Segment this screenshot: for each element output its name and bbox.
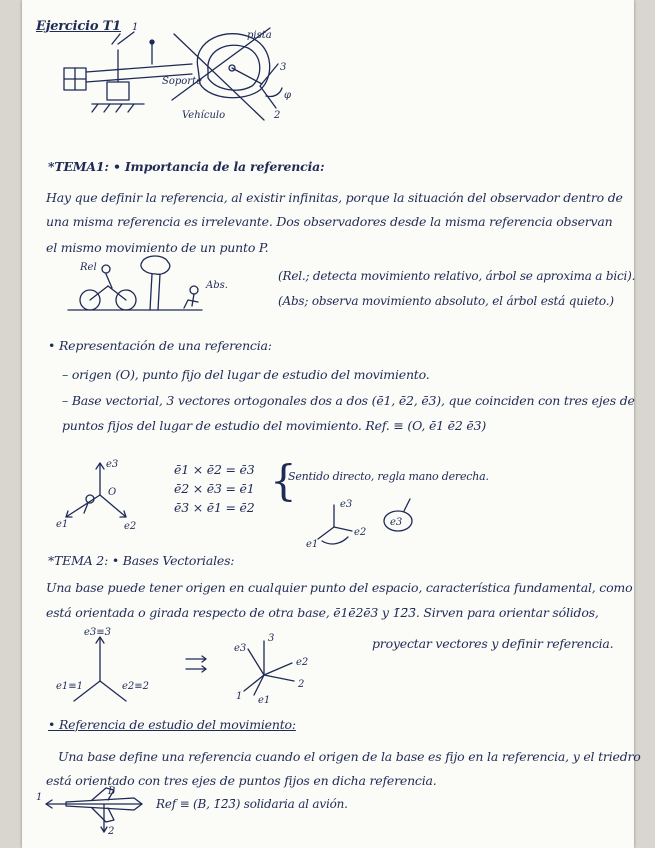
right-axis-e1-label: e1 [258,695,271,706]
observer-figure [22,250,634,320]
mechanism-figure [22,0,634,130]
axis-3-label: 3 [280,62,287,73]
abs-observer-label: Abs. [206,280,228,291]
circled-e3-label: e3 [390,517,403,528]
abs-note: (Abs; observa movimiento absoluto, el árbol está quieto.) [278,294,614,308]
support-label: Soporte [162,76,203,87]
cross-product-1: ē1 × ē2 = ē3 [174,462,255,477]
equation-brace: { [270,456,297,505]
section1-line-1: Hay que definir la referencia, al existir infinitas, porque la situación del observador dentro de [46,190,623,205]
aircraft-reference: Ref ≡ (B, 1̄2̄3̄) solidaria al avión. [156,797,348,811]
right-axis-e3-label: e3 [234,643,247,654]
section2-item-1: – origen (O), punto fijo del lugar de estudio del movimiento. [62,367,430,382]
cross-product-2: ē2 × ē3 = ē1 [174,481,255,496]
axis-e1-label: e1 [56,519,69,530]
section4-line-1: Una base define una referencia cuando el origen de la base es fijo en la referencia, y el triedro [58,749,641,764]
phi-label: φ [284,90,292,101]
track-label: pista [247,30,272,41]
section4-heading: • Referencia de estudio del movimiento: [48,717,296,732]
right-axis-2-label: 2 [298,679,305,690]
axis-2-label: 2 [274,110,281,121]
page-title: Ejercicio T1 [36,19,121,34]
right-axis-3-label: 3 [268,633,275,644]
small-e1-label: e1 [306,539,319,550]
axis-1-label: 1 [132,22,139,33]
section1-line-3: el mismo movimiento de un punto P. [46,240,269,255]
section2-item-3: puntos fijos del lugar de estudio del movimiento. Ref. ≡ (O, ē1 ē2 ē3) [62,418,487,433]
left-axis-e1-label: e1≡1 [56,681,84,692]
cross-product-3: ē3 × ē1 = ē2 [174,500,255,515]
axis-e2-label: e2 [124,521,137,532]
section2-heading: • Representación de una referencia: [48,338,272,353]
bases-figure [22,625,634,715]
axis-e3-label: e3 [106,459,119,470]
section3-line-1: Una base puede tener origen en cualquier punto del espacio, característica fundamental, como [46,580,633,595]
section1-line-2: una misma referencia es irrelevante. Dos observadores desde la misma referencia observan [46,214,613,229]
section2-item-2: – Base vectorial, 3 vectores ortogonales dos a dos (ē1, ē2, ē3), que coinciden con tres ejes de [62,393,635,408]
origin-label: O [108,487,117,498]
section3-line-2: está orientada o girada respecto de otra base, ē1ē2ē3 y 1̄2̄3̄. Sirven para orientar sólidos, [46,605,599,620]
section1-heading: *TEMA1: • Importancia de la referencia: [48,159,325,174]
rel-observer-label: Rel [80,262,97,273]
section3-heading: *TEMA 2: • Bases Vectoriales: [48,553,235,568]
left-axis-e2-label: e2≡2 [122,681,150,692]
right-axis-1-label: 1 [236,691,243,702]
right-axis-e2-label: e2 [296,657,309,668]
reference-axes-figure [22,455,634,550]
left-axis-e3-label: e3≡3 [84,627,112,638]
notebook-page [22,0,641,848]
plane-axis-2-label: 2 [108,826,115,837]
vehicle-label: Vehículo [182,110,226,121]
plane-origin-label: B [108,786,116,797]
right-hand-rule-note: Sentido directo, regla mano derecha. [288,470,489,483]
small-e3-label: e3 [340,499,353,510]
small-e2-label: e2 [354,527,367,538]
airplane-figure [22,782,634,842]
rel-note: (Rel.; detecta movimiento relativo, árbol se aproxima a bici). [278,269,636,283]
section3-line-3: proyectar vectores y definir referencia. [372,636,614,651]
plane-axis-1-label: 1 [36,792,43,803]
section4-line-2: está orientado con tres ejes de puntos fijos en dicha referencia. [46,773,437,788]
